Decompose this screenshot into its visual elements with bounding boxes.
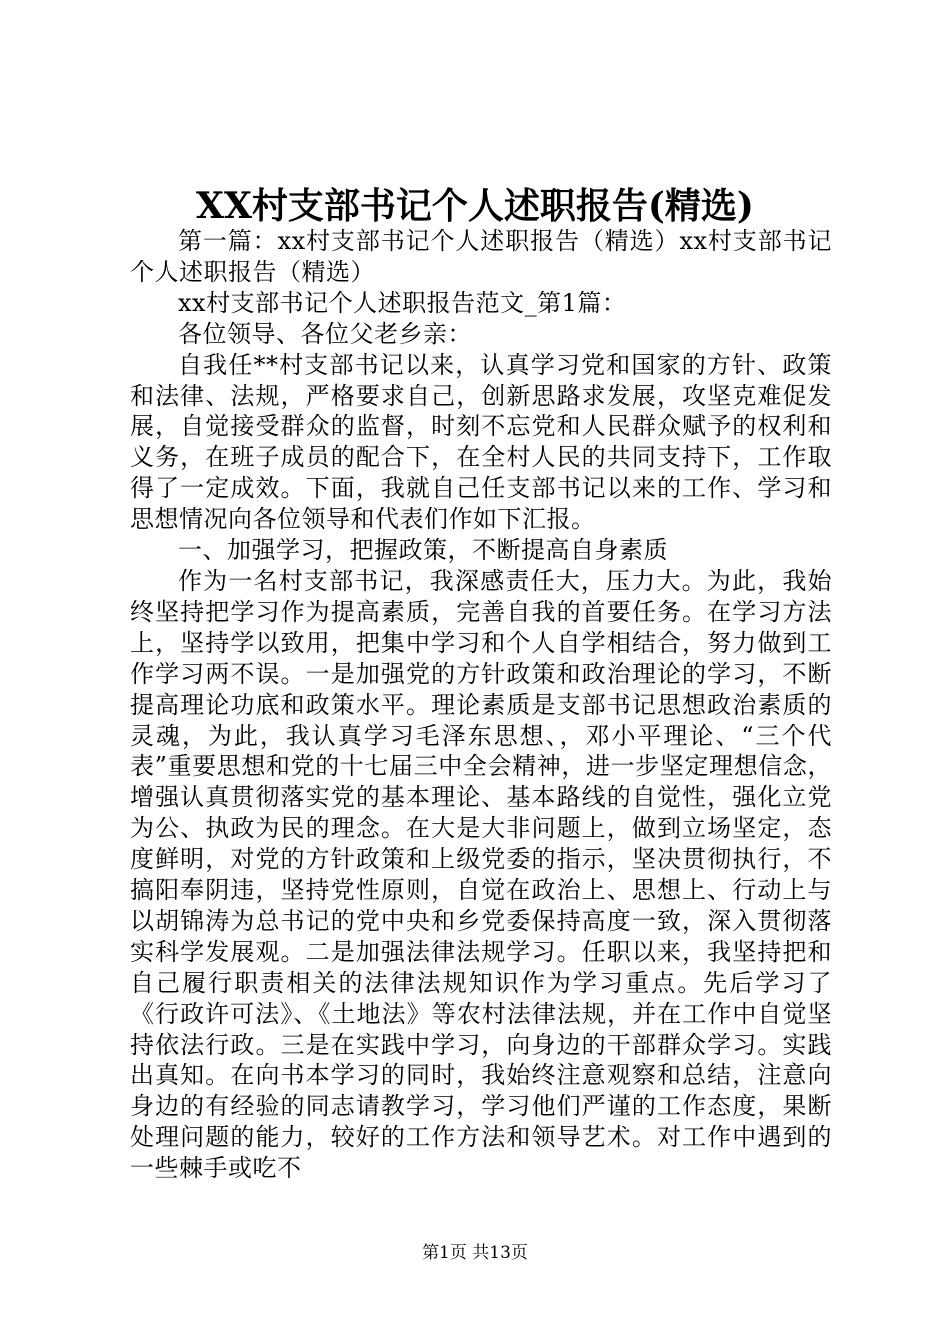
paragraph-salutation: 各位领导、各位父老乡亲： bbox=[178, 319, 472, 348]
paragraph-study: 作为一名村支部书记，我深感责任大，压力大。为此，我始终坚持把学习作为提高素质，完善自我的首要任务。在学习方法上，坚持学以致用，把集中学习和个人自学相结合，努力做到工作学习两不误。一是加强党的方针政策和政治理论的学习，不断提高理论功底和政策水平。理论素质是支部书记思想政治素质的灵魂，为此，我认真学习毛泽东思想、，邓小平理论、“三个代表”重要思想和党的十七届三中全会精神，进一步坚定理想信念，增强认真贯彻落实党的基本理论、基本路线的自觉性，强化立党为公、执政为民的理念。在大是大非问题上，做到立场坚定，态度鲜明，对党的方针政策和上级党委的指示，坚决贯彻执行，不搞阳奉阴违，坚持党性原则，自觉在政治上、思想上、行动上与以胡锦涛为总书记的党中央和乡党委保持高度一致，深入贯彻落实科学发展观。二是加强法律法规学习。任职以来，我坚持把和自己履行职责相关的法律法规知识作为学习重点。先后学习了《行政许可法》、《土地法》等农村法律法规，并在工作中自觉坚持依法行政。三是在实践中学习，向身边的干部群众学习。实践出真知。在向书本学习的同时，我始终注意观察和总结，注意向身边的有经验的同志请教学习，学习他们严谨的工作态度，果断处理问题的能力，较好的工作方法和领导艺术。对工作中遇到的一些棘手或吃不 bbox=[130, 566, 832, 1183]
paragraph-subtitle: xx村支部书记个人述职报告范文_第1篇： bbox=[178, 288, 627, 317]
document-body bbox=[130, 226, 832, 1184]
document-title: XX村支部书记个人述职报告(精选) bbox=[196, 185, 754, 227]
paragraph-intro: 第一篇：xx村支部书记个人述职报告（精选）xx村支部书记个人述职报告（精选） bbox=[130, 227, 832, 286]
paragraph-overview: 自我任**村支部书记以来，认真学习党和国家的方针、政策和法律、法规，严格要求自己，创新思路求发展，攻坚克难促发展，自觉接受群众的监督，时刻不忘党和人民群众赋予的权利和义务，在班子成员的配合下，在全村人民的共同支持下，工作取得了一定成效。下面，我就自己任支部书记以来的工作、学习和思想情况向各位领导和代表们作如下汇报。 bbox=[130, 350, 832, 534]
page-number-footer: 第1页 共13页 bbox=[422, 1243, 528, 1263]
section-heading-1: 一、加强学习，把握政策，不断提高自身素质 bbox=[178, 536, 668, 565]
